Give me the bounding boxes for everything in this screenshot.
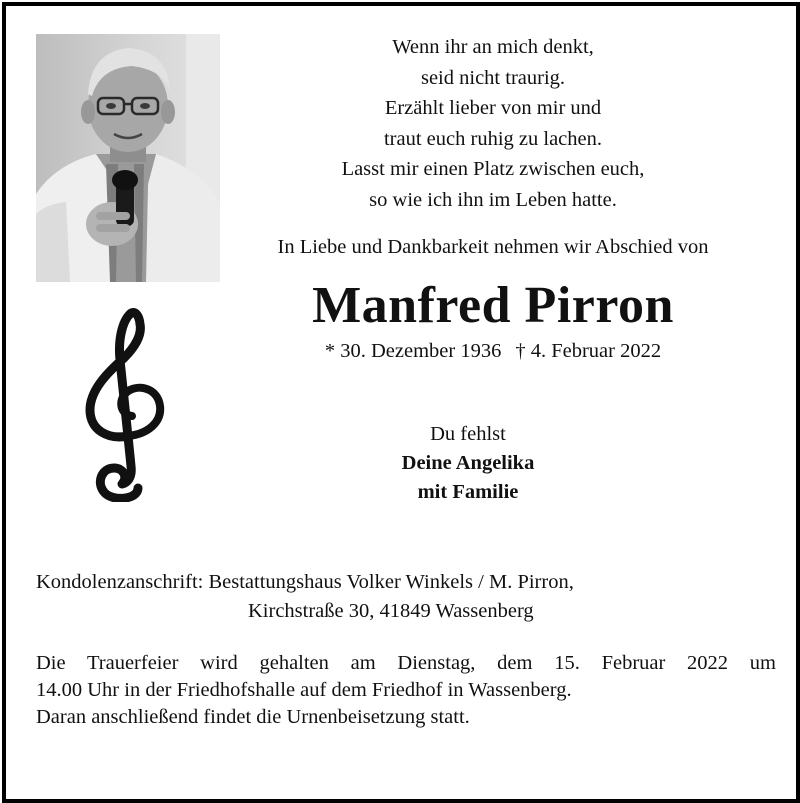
deceased-name: Manfred Pirron: [312, 277, 674, 334]
ceremony-info: [36, 650, 776, 731]
poem-line: Wenn ihr an mich denkt,: [392, 36, 594, 58]
poem-line: so wie ich ihn im Leben hatte.: [369, 188, 617, 211]
poem-line: seid nicht traurig.: [420, 66, 566, 89]
ceremony-line: Daran anschließend findet die Urnenbeisetzung statt.: [36, 706, 470, 728]
signature-family: mit Familie: [417, 481, 519, 503]
poem-line: Lasst mir einen Platz zwischen euch,: [341, 158, 645, 180]
poem-line: traut euch ruhig zu lachen.: [383, 127, 602, 150]
poem-line: Erzählt lieber von mir und: [384, 97, 602, 119]
birth-date: * 30. Dezember 1936: [324, 340, 502, 362]
signature-name: Deine Angelika: [401, 452, 535, 474]
portrait-illustration: [36, 34, 220, 282]
obituary-notice: [2, 2, 800, 803]
treble-clef-icon: [84, 306, 174, 502]
memorial-poem: [228, 32, 758, 215]
death-date: † 4. Februar 2022: [515, 340, 662, 362]
portrait-photo: [36, 34, 220, 282]
ceremony-line: Die Trauerfeier wird gehalten am Dienstag, dem 15. Februar 2022 um: [36, 652, 776, 674]
condolence-address: [36, 568, 776, 626]
signature-block: [228, 420, 708, 507]
farewell-intro: In Liebe und Dankbarkeit nehmen wir Abschied von: [277, 236, 709, 258]
signature-line: Du fehlst: [430, 423, 506, 445]
condolence-street: Kirchstraße 30, 41849 Wassenberg: [248, 600, 534, 622]
life-dates: [228, 340, 758, 363]
ceremony-line: 14.00 Uhr in der Friedhofshalle auf dem Friedhof in Wassenberg.: [36, 679, 572, 701]
condolence-line: Kondolenzanschrift: Bestattungshaus Volker Winkels / M. Pirron,: [36, 571, 574, 593]
